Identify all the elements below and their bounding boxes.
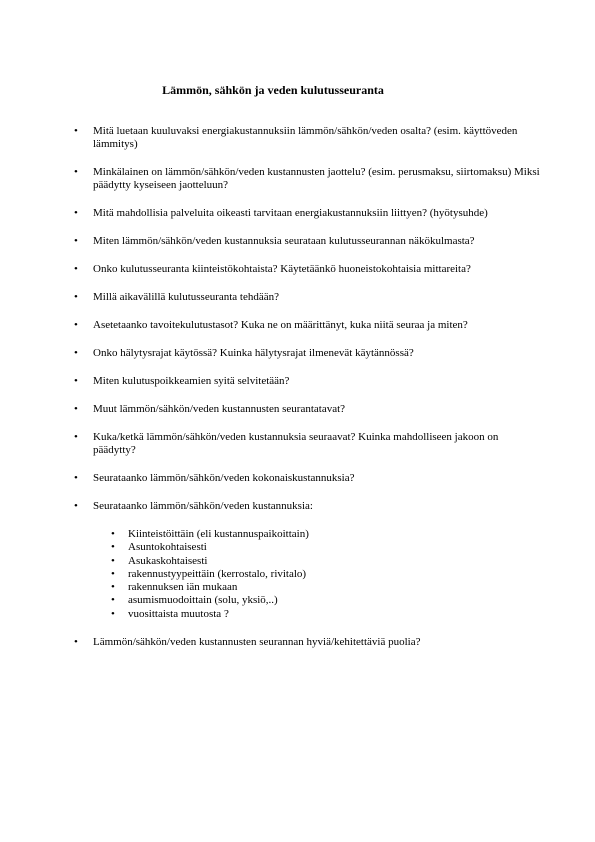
question-text: Seurataanko lämmön/sähkön/veden kokonaiskustannuksia? — [93, 472, 355, 484]
sub-list-item — [93, 555, 540, 568]
question-item — [0, 403, 595, 416]
question-text: Millä aikavälillä kulutusseuranta tehdään? — [93, 291, 280, 303]
bullet-icon: • — [74, 500, 78, 512]
bullet-icon: • — [74, 166, 78, 178]
sub-list-item — [93, 541, 540, 554]
sub-item-text: rakennustyypeittäin (kerrostalo, rivitalo) — [128, 567, 307, 580]
question-text: Minkälainen on lämmön/sähkön/veden kustannusten jaottelu? (esim. perusmaksu, siirtomaksu) Miksi päädytty kyseiseen jaotteluun? — [93, 166, 540, 191]
question-text: Mitä mahdollisia palveluita oikeasti tarvitaan energiakustannuksiin liittyen? (hyötysuhde) — [93, 207, 488, 219]
bullet-icon: • — [111, 541, 115, 554]
sub-item-text: rakennuksen iän mukaan — [128, 581, 238, 594]
bullet-icon: • — [74, 319, 78, 331]
bullet-icon: • — [74, 235, 78, 247]
question-item — [0, 319, 595, 332]
question-item — [0, 235, 595, 248]
bullet-icon: • — [111, 528, 115, 540]
question-item — [0, 125, 595, 151]
bullet-icon: • — [74, 347, 78, 359]
question-text: Asetetaanko tavoitekulutustasot? Kuka ne on määrittänyt, kuka niitä seuraa ja miten? — [93, 319, 468, 331]
question-text: Onko hälytysrajat käytössä? Kuinka hälytysrajat ilmenevät käytännössä? — [93, 347, 414, 359]
bullet-icon: • — [74, 207, 78, 219]
question-text: Miten kulutuspoikkeamien syitä selvitetään? — [93, 375, 290, 387]
sub-item-text: Asuntokohtaisesti — [128, 541, 207, 554]
sub-item-text: asumismuodoittain (solu, yksiö,..) — [128, 594, 278, 607]
sub-list — [93, 528, 540, 621]
bullet-icon: • — [111, 581, 115, 594]
question-text: Seurataanko lämmön/sähkön/veden kustannuksia: — [93, 500, 313, 512]
question-list — [0, 125, 595, 664]
question-text: Kuka/ketkä lämmön/sähkön/veden kustannuksia seuraavat? Kuinka mahdolliseen jakoon on päädytty? — [93, 431, 499, 456]
sub-list-item — [93, 528, 540, 541]
sub-item-text: Asukaskohtaisesti — [128, 554, 208, 567]
question-item — [0, 291, 595, 304]
sub-item-text: vuosittaista muutosta ? — [128, 607, 229, 620]
bullet-icon: • — [111, 607, 115, 620]
bullet-icon: • — [74, 291, 78, 303]
question-text: Miten lämmön/sähkön/veden kustannuksia seurataan kulutusseurannan näkökulmasta? — [93, 235, 475, 247]
bullet-icon: • — [74, 472, 78, 484]
sub-list-item — [93, 608, 540, 621]
sub-item-text: Kiinteistöittäin (eli kustannuspaikoittain) — [128, 528, 309, 540]
bullet-icon: • — [74, 431, 78, 443]
page-title: Lämmön, sähkön ja veden kulutusseuranta — [162, 83, 384, 97]
question-text: Muut lämmön/sähkön/veden kustannusten seurantatavat? — [93, 403, 346, 415]
question-item — [0, 207, 595, 220]
question-item — [0, 375, 595, 388]
bullet-icon: • — [74, 403, 78, 415]
question-item — [0, 500, 595, 621]
question-text: Lämmön/sähkön/veden kustannusten seurannan hyviä/kehitettäviä puolia? — [93, 636, 421, 649]
question-text: Onko kulutusseuranta kiinteistökohtaista? Käytetäänkö huoneistokohtaisia mittareita? — [93, 263, 471, 275]
bullet-icon: • — [74, 263, 78, 275]
sub-list-item — [93, 581, 540, 594]
question-text: Mitä luetaan kuuluvaksi energiakustannuksiin lämmön/sähkön/veden osalta? (esim. käyttöveden lämmitys) — [93, 125, 518, 150]
sub-list-item — [93, 594, 540, 607]
question-item — [0, 472, 595, 485]
bullet-icon: • — [111, 567, 115, 580]
bullet-icon: • — [111, 554, 115, 567]
sub-list-item — [93, 568, 540, 581]
question-item — [0, 431, 595, 457]
bullet-icon: • — [74, 636, 78, 649]
bullet-icon: • — [74, 375, 78, 387]
question-item — [0, 166, 595, 192]
question-item — [0, 263, 595, 276]
question-item — [0, 636, 595, 649]
bullet-icon: • — [74, 125, 78, 137]
bullet-icon: • — [111, 594, 115, 607]
question-item — [0, 347, 595, 360]
